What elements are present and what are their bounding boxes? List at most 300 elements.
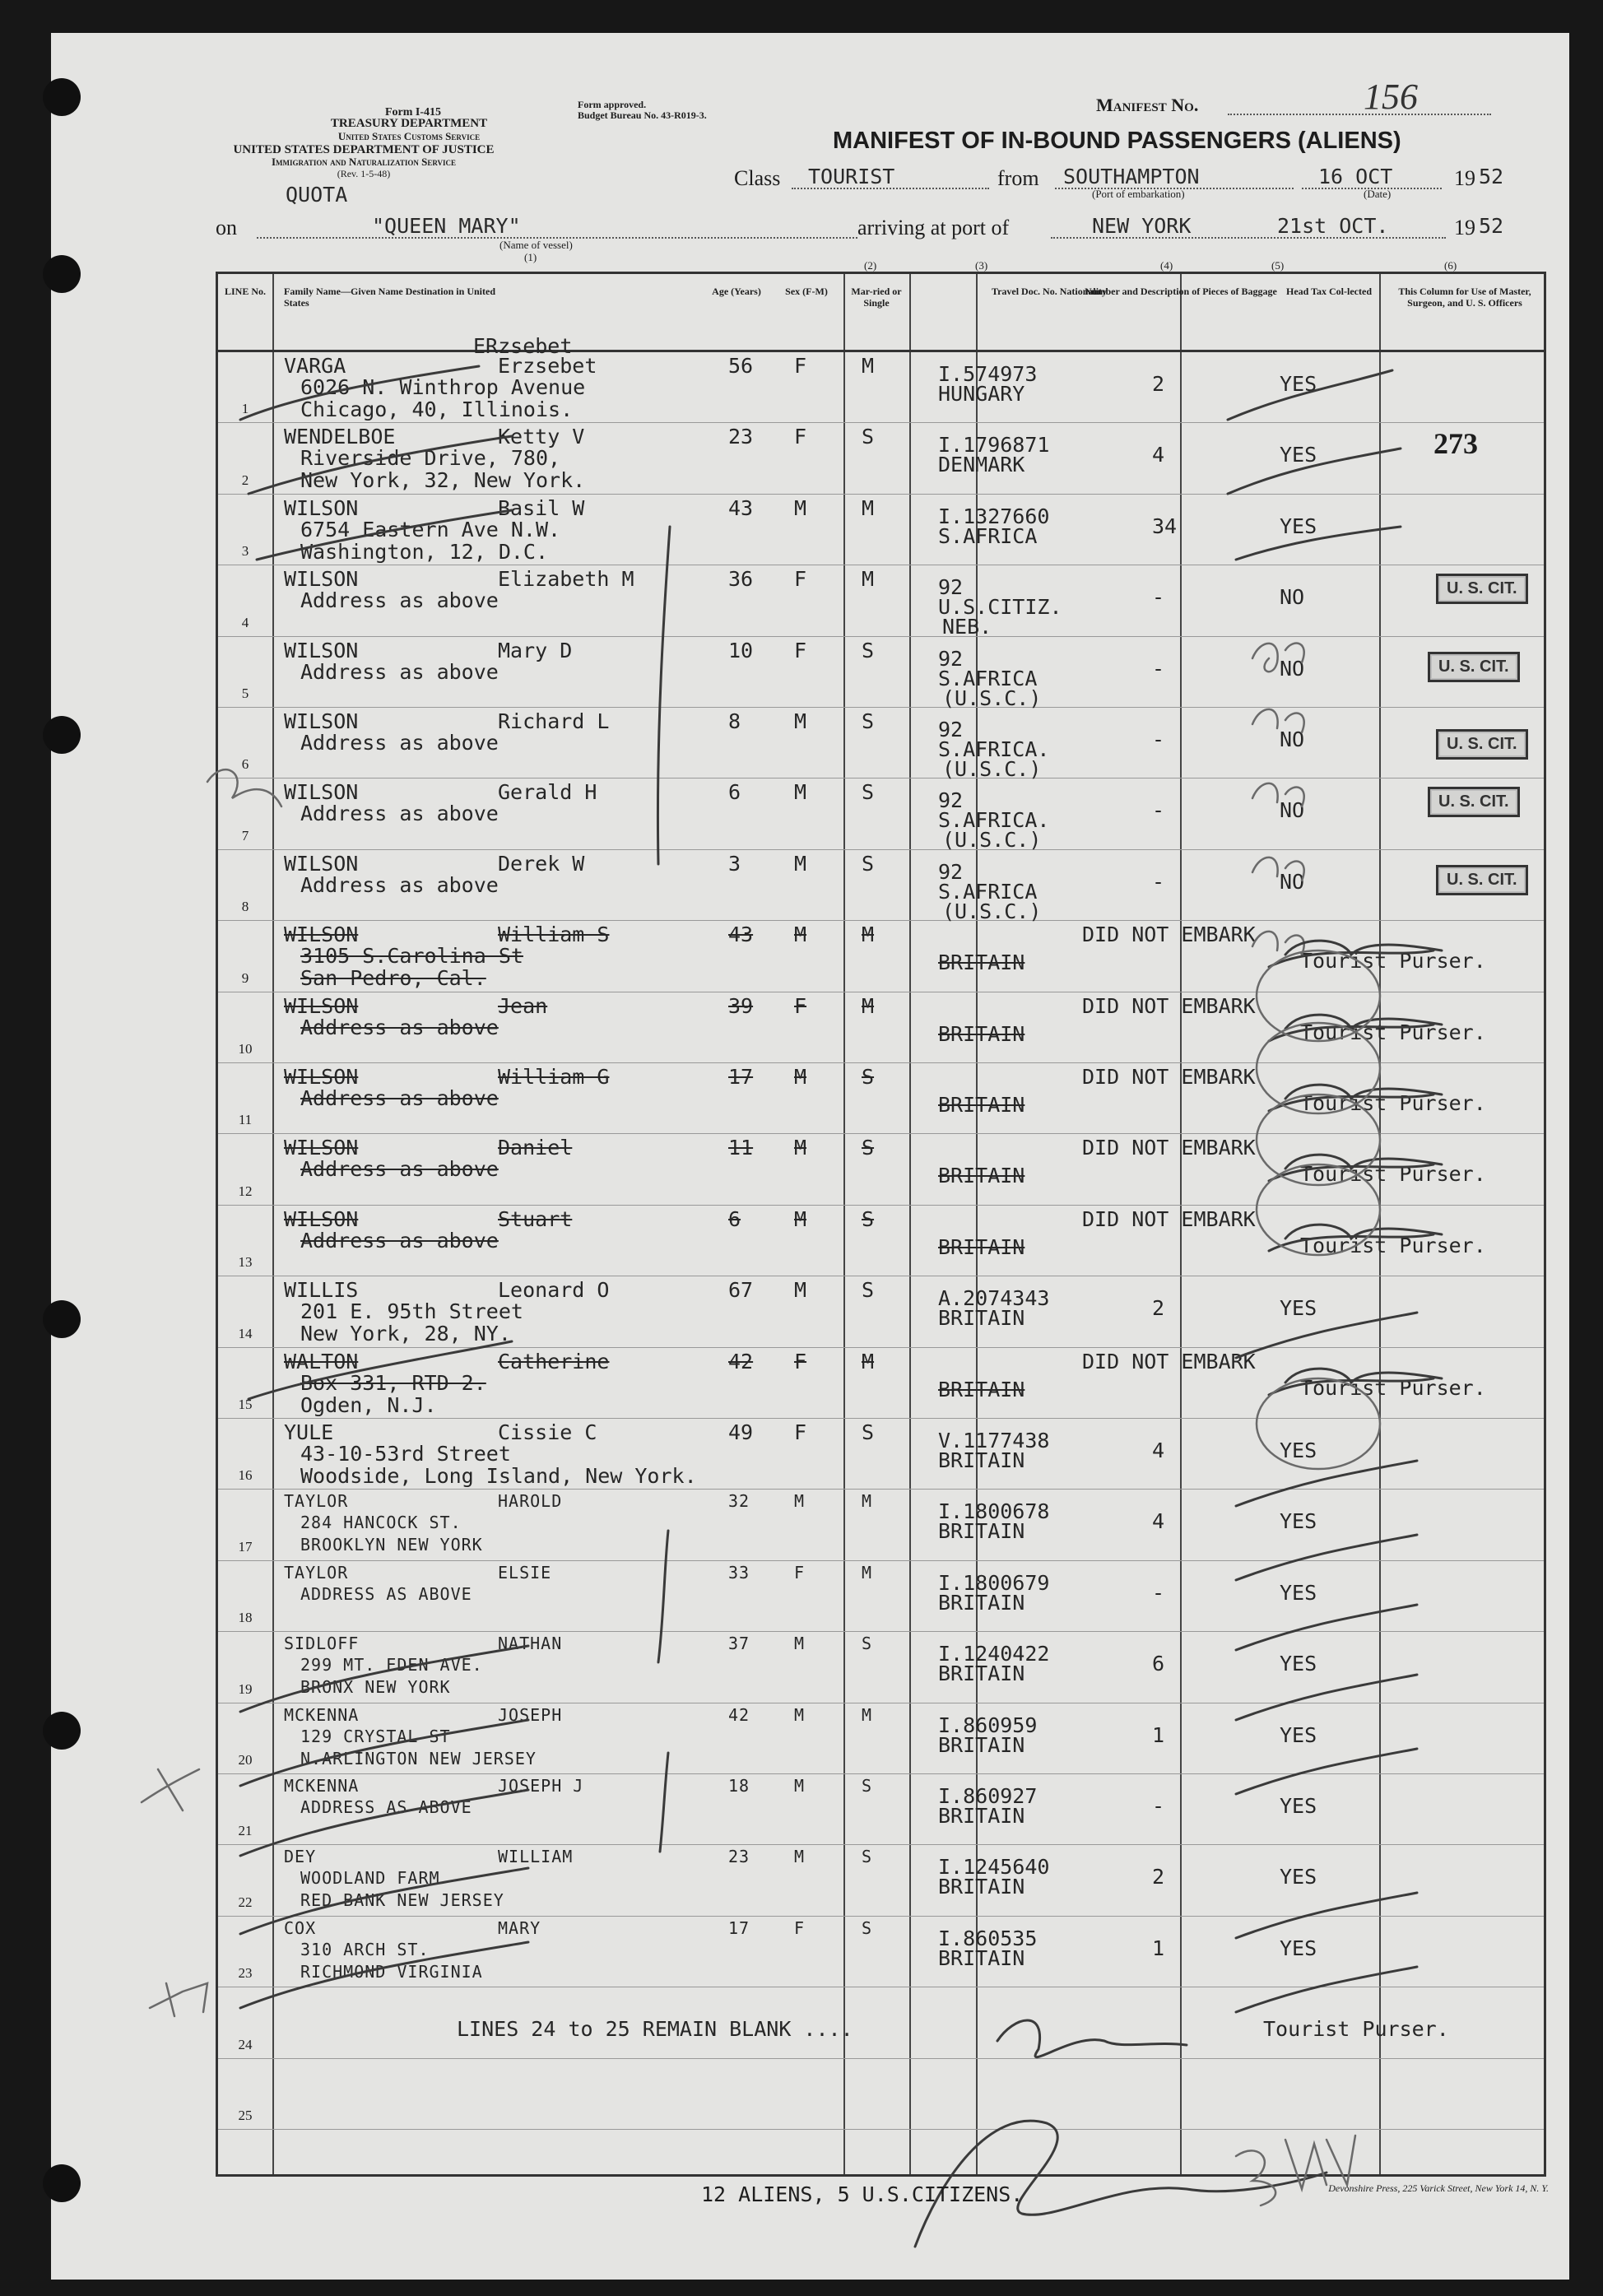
family-name: SIDLOFF xyxy=(284,1634,360,1654)
line-number: 7 xyxy=(241,827,249,844)
embark-status: DID NOT EMBARK xyxy=(1082,923,1256,947)
family-name: WILSON xyxy=(284,780,359,805)
baggage-count: - xyxy=(1152,798,1165,823)
line-number: 10 xyxy=(238,1040,253,1057)
travel-doc-number: I.1240422 xyxy=(938,1642,1050,1666)
address-line-1: Address as above xyxy=(300,802,499,826)
address-line-2: BRONX NEW YORK xyxy=(300,1677,451,1698)
head-tax: NO xyxy=(1280,656,1305,681)
nationality: S.AFRICA. xyxy=(938,808,1050,833)
line-number: 3 xyxy=(241,543,249,560)
baggage-count: 4 xyxy=(1152,443,1165,467)
address-line-2: RICHMOND VIRGINIA xyxy=(300,1961,483,1982)
line-number: 2 xyxy=(241,472,249,488)
nationality: HUNGARY xyxy=(938,382,1025,406)
header-married: Mar-ried or Single xyxy=(851,286,902,309)
baggage-count: 1 xyxy=(1152,1722,1165,1747)
head-tax: YES xyxy=(1280,1936,1317,1960)
given-name: HAROLD xyxy=(498,1491,563,1512)
address-line-1: 3105 S.Carolina St xyxy=(300,944,523,969)
marital-status: S xyxy=(862,1136,875,1160)
address-line-1: Address as above xyxy=(300,1086,499,1110)
family-name: WILSON xyxy=(284,1065,359,1089)
baggage-count: 2 xyxy=(1152,1296,1165,1321)
nationality: BRITAIN xyxy=(938,1093,1025,1117)
marital-status: M xyxy=(862,1704,873,1725)
marital-status: S xyxy=(862,1847,873,1867)
binder-hole xyxy=(43,716,81,754)
purser-signature-label: Tourist Purser. xyxy=(1300,1233,1486,1257)
address-line-1: 284 HANCOCK ST. xyxy=(300,1513,462,1533)
sex: M xyxy=(794,495,807,520)
given-name: Cissie C xyxy=(498,1420,597,1444)
sex: M xyxy=(794,1206,807,1231)
baggage-count: - xyxy=(1152,727,1165,751)
nationality: BRITAIN xyxy=(938,1875,1025,1899)
travel-doc-number: V.1177438 xyxy=(938,1429,1050,1452)
marital-status: M xyxy=(862,1349,875,1373)
nationality-note: (U.S.C.) xyxy=(942,686,1042,710)
given-name: William S xyxy=(498,923,610,947)
nationality-note: NEB. xyxy=(942,615,992,639)
justice-dept: UNITED STATES DEPARTMENT OF JUSTICE xyxy=(233,143,495,156)
vessel-col: (1) xyxy=(524,251,537,263)
address-line-2: Washington, 12, D.C. xyxy=(300,539,549,564)
vessel-name: "QUEEN MARY" xyxy=(372,214,521,238)
family-name: WILSON xyxy=(284,567,359,592)
us-citizen-stamp: U. S. CIT. xyxy=(1436,865,1528,895)
travel-doc-number: I.1800679 xyxy=(938,1570,1050,1595)
age: 6 xyxy=(728,1206,741,1231)
table-row xyxy=(218,637,1544,708)
age: 36 xyxy=(728,567,754,592)
on-label: on xyxy=(216,216,237,239)
address-line-1: Address as above xyxy=(300,588,499,613)
age: 56 xyxy=(728,354,754,378)
form-number: Form I-415 xyxy=(384,106,442,119)
family-name: WILSON xyxy=(284,638,359,662)
line-number: 18 xyxy=(238,1610,253,1626)
year2-suffix: 52 xyxy=(1479,214,1504,238)
family-name: MCKENNA xyxy=(284,1776,360,1796)
embark-status: DID NOT EMBARK xyxy=(1082,1206,1256,1231)
baggage-count: 6 xyxy=(1152,1652,1165,1676)
line-number: 22 xyxy=(238,1894,253,1910)
sex: F xyxy=(794,354,807,378)
col-num-4: (4) xyxy=(1160,259,1173,272)
address-line-2: New York, 28, NY. xyxy=(300,1322,511,1346)
embark-status: DID NOT EMBARK xyxy=(1082,993,1256,1018)
travel-doc-number: I.860927 xyxy=(938,1784,1038,1808)
table-row xyxy=(218,1419,1544,1490)
sex: M xyxy=(794,851,807,876)
age: 67 xyxy=(728,1278,754,1303)
col-num-2: (2) xyxy=(864,259,877,272)
baggage-count: - xyxy=(1152,585,1165,610)
marital-status: M xyxy=(862,354,875,378)
embark-status: DID NOT EMBARK xyxy=(1082,1349,1256,1373)
travel-doc-number: A.2074343 xyxy=(938,1286,1050,1311)
from-value: SOUTHAMPTON xyxy=(1063,165,1200,188)
address-line-2: Ogden, N.J. xyxy=(300,1392,437,1417)
marital-status: S xyxy=(862,1420,875,1444)
travel-doc-number: 92 xyxy=(938,718,964,741)
head-tax: NO xyxy=(1280,869,1305,894)
address-line-1: Box 331, RTD 2. xyxy=(300,1370,486,1395)
given-name: William G xyxy=(498,1065,610,1089)
marital-status: S xyxy=(862,1065,875,1089)
purser-signature-label: Tourist Purser. xyxy=(1300,1020,1486,1044)
address-line-1: Address as above xyxy=(300,731,499,755)
vessel-caption: (Name of vessel) xyxy=(499,239,573,251)
from-date: 16 OCT xyxy=(1318,165,1393,188)
head-tax: NO xyxy=(1280,798,1305,823)
age: 42 xyxy=(728,1704,750,1725)
manifest-no-label: Manifest No. xyxy=(1096,95,1199,115)
line-number: 20 xyxy=(238,1751,253,1768)
binder-hole xyxy=(43,2164,81,2202)
year2: 19 xyxy=(1454,216,1475,239)
baggage-count: 2 xyxy=(1152,1865,1165,1889)
address-line-1: Riverside Drive, 780, xyxy=(300,446,561,471)
binder-hole xyxy=(43,1712,81,1750)
given-name: WILLIAM xyxy=(498,1847,574,1867)
printer-credit: Devonshire Press, 225 Varick Street, New York 14, N. Y. xyxy=(1328,2182,1549,2194)
head-tax: YES xyxy=(1280,514,1317,538)
age: 37 xyxy=(728,1634,750,1654)
nationality: BRITAIN xyxy=(938,1448,1025,1472)
sex: M xyxy=(794,1847,806,1867)
address-line-1: Address as above xyxy=(300,659,499,684)
given-name: Catherine xyxy=(498,1349,610,1373)
purser-signature-label: Tourist Purser. xyxy=(1300,949,1486,974)
travel-doc-number: I.1245640 xyxy=(938,1855,1050,1880)
travel-doc-number: I.860959 xyxy=(938,1713,1038,1737)
family-name: WILSON xyxy=(284,1136,359,1160)
marital-status: S xyxy=(862,425,875,449)
baggage-count: 4 xyxy=(1152,1509,1165,1534)
sex: M xyxy=(794,1278,807,1303)
table-row xyxy=(218,1490,1544,1560)
line-number: 15 xyxy=(238,1396,253,1412)
table-row xyxy=(218,495,1544,565)
sex: M xyxy=(794,1704,806,1725)
family-name: WALTON xyxy=(284,1349,359,1373)
us-citizen-stamp: U. S. CIT. xyxy=(1436,729,1528,760)
head-tax: YES xyxy=(1280,1722,1317,1747)
travel-doc-number: 92 xyxy=(938,859,964,884)
age: 49 xyxy=(728,1420,754,1444)
binder-hole xyxy=(43,78,81,116)
address-line-2: Woodside, Long Island, New York. xyxy=(300,1464,697,1488)
sex: M xyxy=(794,923,807,947)
header-officers: This Column for Use of Master, Surgeon, and U. S. Officers xyxy=(1398,286,1531,309)
line-number: 23 xyxy=(238,1965,253,1982)
age: 42 xyxy=(728,1349,754,1373)
nationality-note: (U.S.C.) xyxy=(942,828,1042,853)
nationality: BRITAIN xyxy=(938,1590,1025,1615)
nationality: S.AFRICA xyxy=(938,879,1038,904)
address-line-1: Address as above xyxy=(300,1228,499,1253)
baggage-count: - xyxy=(1152,869,1165,894)
class-value: TOURIST xyxy=(808,165,895,188)
age: 11 xyxy=(728,1136,754,1160)
head-tax: NO xyxy=(1280,727,1305,751)
family-name: WILSON xyxy=(284,993,359,1018)
family-name: WILSON xyxy=(284,851,359,876)
header-name: Family Name—Given Name Destination in United States xyxy=(284,286,495,309)
age: 43 xyxy=(728,923,754,947)
column-headers xyxy=(218,274,1544,352)
sex: M xyxy=(794,780,807,805)
class-label: Class xyxy=(734,166,781,190)
sex: F xyxy=(794,1420,807,1444)
marital-status: S xyxy=(862,1917,873,1938)
address-line-1: WOODLAND FARM xyxy=(300,1868,440,1889)
table-row xyxy=(218,1206,1544,1276)
nationality: BRITAIN xyxy=(938,1945,1025,1970)
family-name: YULE xyxy=(284,1420,334,1444)
nationality: S.AFRICA xyxy=(938,666,1038,690)
embark-status: DID NOT EMBARK xyxy=(1082,1136,1256,1160)
given-name-correction: ERzsebet xyxy=(473,334,573,358)
table-row xyxy=(218,1917,1544,1987)
given-name: Derek W xyxy=(498,851,585,876)
col-num-6: (6) xyxy=(1444,259,1457,272)
line-number: 25 xyxy=(238,2107,253,2123)
us-citizen-stamp: U. S. CIT. xyxy=(1428,787,1520,817)
baggage-count: - xyxy=(1152,656,1165,681)
address-line-2: N.ARLINGTON NEW JERSEY xyxy=(300,1748,537,1768)
nationality: BRITAIN xyxy=(938,1662,1025,1686)
address-line-2: Chicago, 40, Illinois. xyxy=(300,397,574,421)
marital-status: S xyxy=(862,709,875,733)
year1-suffix: 52 xyxy=(1479,165,1504,188)
quota: QUOTA xyxy=(286,183,348,207)
form-approved: Form approved. xyxy=(578,99,647,110)
marital-status: M xyxy=(862,993,875,1018)
given-name: Basil W xyxy=(498,495,585,520)
age: 6 xyxy=(728,780,741,805)
sex: M xyxy=(794,1065,807,1089)
revision: (Rev. 1-5-48) xyxy=(337,168,391,179)
line-number: 5 xyxy=(241,685,249,701)
nationality: BRITAIN xyxy=(938,1732,1025,1757)
purser-signature-label: Tourist Purser. xyxy=(1263,2017,1449,2042)
head-tax: YES xyxy=(1280,1509,1317,1534)
given-name: Erzsebet xyxy=(498,354,597,378)
head-tax: YES xyxy=(1280,372,1317,396)
given-name: Elizabeth M xyxy=(498,567,634,592)
nationality: U.S.CITIZ. xyxy=(938,595,1062,620)
sex: F xyxy=(794,993,807,1018)
baggage-count: 34 xyxy=(1152,514,1178,538)
treasury-dept: TREASURY DEPARTMENT xyxy=(330,117,488,130)
blank-lines-note: LINES 24 to 25 REMAIN BLANK .... xyxy=(457,2017,853,2042)
head-tax: YES xyxy=(1280,1296,1317,1321)
given-name: Leonard O xyxy=(498,1278,610,1303)
sex: F xyxy=(794,638,807,662)
table-row xyxy=(218,850,1544,921)
address-line-2: New York, 32, New York. xyxy=(300,468,586,493)
travel-doc-number: I.574973 xyxy=(938,362,1038,386)
manifest-title: MANIFEST OF IN-BOUND PASSENGERS (ALIENS) xyxy=(833,128,1401,154)
passenger-table xyxy=(216,259,1546,2177)
table-row xyxy=(218,1987,1544,2058)
age: 39 xyxy=(728,993,754,1018)
travel-doc-number: I.1796871 xyxy=(938,433,1050,458)
us-citizen-stamp: U. S. CIT. xyxy=(1428,652,1520,682)
family-name: TAYLOR xyxy=(284,1562,349,1583)
header-baggage: Number and Description of Pieces of Baggage xyxy=(1085,286,1277,297)
head-tax: YES xyxy=(1280,1652,1317,1676)
line-number: 1 xyxy=(241,401,249,417)
age: 3 xyxy=(728,851,741,876)
age: 43 xyxy=(728,495,754,520)
table-row xyxy=(218,1063,1544,1134)
summary-line: 12 ALIENS, 5 U.S.CITIZENS. xyxy=(701,2182,1024,2206)
purser-signature-label: Tourist Purser. xyxy=(1300,1162,1486,1187)
line-number: 4 xyxy=(241,614,249,630)
manifest-no-line xyxy=(1228,114,1491,115)
family-name: VARGA xyxy=(284,354,346,378)
line-number: 11 xyxy=(238,1112,253,1128)
age: 17 xyxy=(728,1065,754,1089)
age: 18 xyxy=(728,1776,750,1796)
nationality: BRITAIN xyxy=(938,1377,1025,1401)
nationality-note: (U.S.C.) xyxy=(942,899,1042,923)
nationality: S.AFRICA. xyxy=(938,737,1050,761)
head-tax: NO xyxy=(1280,585,1305,610)
purser-signature-label: Tourist Purser. xyxy=(1300,1091,1486,1115)
table-row xyxy=(218,779,1544,853)
table-row xyxy=(218,1276,1544,1347)
address-line-1: ADDRESS AS ABOVE xyxy=(300,1583,472,1604)
marital-status: S xyxy=(862,1206,875,1231)
table-row xyxy=(218,1632,1544,1703)
marital-status: M xyxy=(862,1491,873,1512)
budget-bureau: Budget Bureau No. 43-R019-3. xyxy=(578,109,707,121)
head-tax: YES xyxy=(1280,1794,1317,1818)
marital-status: S xyxy=(862,1278,875,1303)
sex: F xyxy=(794,1917,806,1938)
header-line: LINE No. xyxy=(224,286,266,297)
nationality: BRITAIN xyxy=(938,1804,1025,1828)
given-name: NATHAN xyxy=(498,1634,563,1654)
marital-status: S xyxy=(862,851,875,876)
given-name: ELSIE xyxy=(498,1562,552,1583)
address-line-1: Address as above xyxy=(300,1015,499,1039)
nationality: BRITAIN xyxy=(938,1519,1025,1544)
family-name: WILSON xyxy=(284,709,359,733)
address-line-1: 201 E. 95th Street xyxy=(300,1299,523,1324)
sex: M xyxy=(794,1491,806,1512)
table-row xyxy=(218,992,1544,1063)
port-embark-caption: (Port of embarkation) xyxy=(1092,188,1185,200)
nationality: BRITAIN xyxy=(938,1164,1025,1188)
family-name: DEY xyxy=(284,1847,317,1867)
nationality: S.AFRICA xyxy=(938,523,1038,548)
travel-doc-number: 92 xyxy=(938,646,964,671)
sex: F xyxy=(794,567,807,592)
col-num-5: (5) xyxy=(1271,259,1285,272)
binder-hole xyxy=(43,1300,81,1338)
arrival-port: NEW YORK xyxy=(1092,214,1192,238)
header-sex: Sex (F-M) xyxy=(785,286,828,297)
arriving-label: arriving at port of xyxy=(857,216,1010,239)
family-name: WILSON xyxy=(284,495,359,520)
from-label: from xyxy=(997,166,1039,190)
baggage-count: 4 xyxy=(1152,1438,1165,1462)
sex: M xyxy=(794,1634,806,1654)
header-travel: Travel Doc. No. Nationality xyxy=(991,286,1108,297)
sex: F xyxy=(794,1349,807,1373)
baggage-count: 2 xyxy=(1152,372,1165,396)
age: 23 xyxy=(728,425,754,449)
sex: M xyxy=(794,1136,807,1160)
marital-status: M xyxy=(862,923,875,947)
given-name: JOSEPH xyxy=(498,1704,563,1725)
nationality: DENMARK xyxy=(938,453,1025,477)
table-row xyxy=(218,1561,1544,1632)
age: 23 xyxy=(728,1847,750,1867)
line-number: 16 xyxy=(238,1467,253,1484)
manifest-no-value: 156 xyxy=(1364,77,1418,117)
line-number: 21 xyxy=(238,1823,253,1839)
address-line-2: BROOKLYN NEW YORK xyxy=(300,1535,483,1555)
address-line-1: ADDRESS AS ABOVE xyxy=(300,1797,472,1817)
baggage-count: - xyxy=(1152,1794,1165,1818)
sex: F xyxy=(794,425,807,449)
batch-number: 273 xyxy=(1433,427,1478,460)
given-name: Ketty V xyxy=(498,425,585,449)
address-line-1: 6754 Eastern Ave N.W. xyxy=(300,517,561,541)
given-name: Daniel xyxy=(498,1136,573,1160)
nationality-note: (U.S.C.) xyxy=(942,757,1042,781)
given-name: Gerald H xyxy=(498,780,597,805)
given-name: MARY xyxy=(498,1917,541,1938)
age: 10 xyxy=(728,638,754,662)
family-name: COX xyxy=(284,1917,317,1938)
customs-service: United States Customs Service xyxy=(337,130,481,142)
marital-status: M xyxy=(862,1562,873,1583)
address-line-1: 43-10-53rd Street xyxy=(300,1442,511,1466)
table-row xyxy=(218,1348,1544,1419)
family-name: WENDELBOE xyxy=(284,425,396,449)
marital-status: S xyxy=(862,1634,873,1654)
family-name: MCKENNA xyxy=(284,1704,360,1725)
head-tax: YES xyxy=(1280,1865,1317,1889)
family-name: WILLIS xyxy=(284,1278,359,1303)
table-row xyxy=(218,921,1544,992)
address-line-1: 6026 N. Winthrop Avenue xyxy=(300,375,586,399)
address-line-1: 129 CRYSTAL ST xyxy=(300,1726,451,1746)
line-number: 24 xyxy=(238,2036,253,2052)
date-caption: (Date) xyxy=(1364,188,1392,200)
sex: M xyxy=(794,1776,806,1796)
sex: M xyxy=(794,709,807,733)
nationality: BRITAIN xyxy=(938,1021,1025,1046)
family-name: TAYLOR xyxy=(284,1491,349,1512)
age: 32 xyxy=(728,1491,750,1512)
year1: 19 xyxy=(1454,166,1475,190)
head-tax: YES xyxy=(1280,1580,1317,1605)
travel-doc-number: I.1327660 xyxy=(938,504,1050,528)
given-name: Jean xyxy=(498,993,548,1018)
given-name: JOSEPH J xyxy=(498,1776,584,1796)
table-row xyxy=(218,565,1544,639)
table-row xyxy=(218,1845,1544,1916)
